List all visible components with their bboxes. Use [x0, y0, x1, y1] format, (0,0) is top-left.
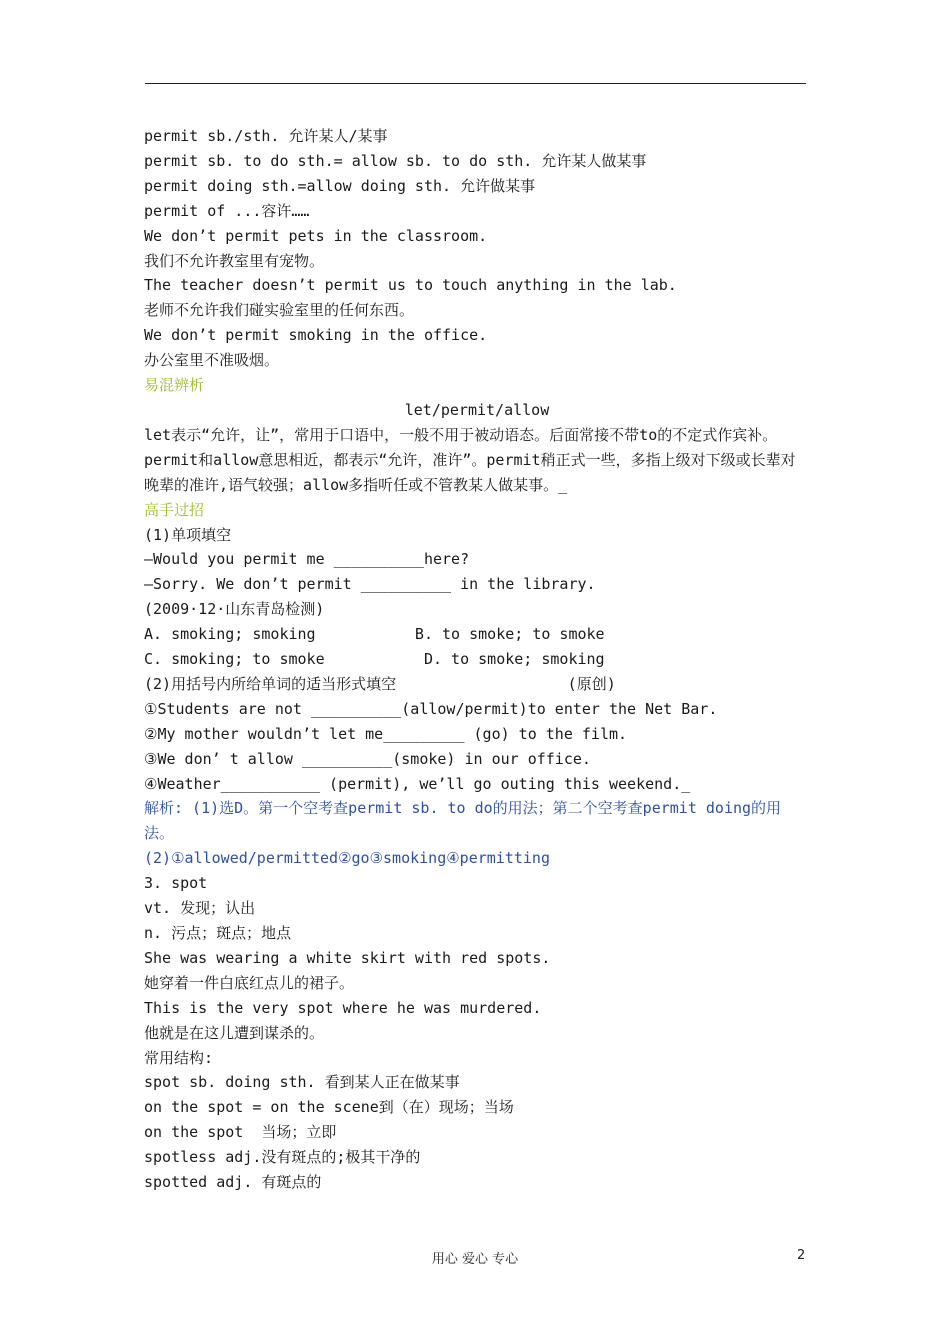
- page-number: 2: [797, 1248, 806, 1263]
- text-line: 我们不允许教室里有宠物。: [144, 251, 325, 270]
- text-line: A. smoking; smoking B. to smoke; to smoke: [144, 625, 605, 644]
- text-line: permit sb. to do sth.= allow sb. to do sth. 允许某人做某事: [144, 151, 647, 170]
- text-line: let表示“允许，让”，常用于口语中，一般不用于被动语态。后面常接不带to的不定式作宾补。: [144, 425, 778, 444]
- text-line: ③We don’ t allow __________(smoke) in our office.: [144, 749, 591, 768]
- text-line: (1)单项填空: [144, 525, 232, 544]
- text-line: 解析: (1)选D。第一个空考查permit sb. to do的用法；第二个空考查permit doing的用法。: [144, 799, 782, 843]
- text-line: (2)①allowed/permitted②go③smoking④permitting: [144, 849, 550, 868]
- text-line: 易混辨析: [144, 376, 205, 395]
- text-line: 办公室里不准吸烟。: [144, 351, 280, 370]
- text-line: spotted adj. 有斑点的: [144, 1173, 322, 1192]
- text-line: This is the very spot where he was murdered.: [144, 998, 542, 1017]
- text-line: let/permit/allow: [404, 400, 550, 419]
- text-line: She was wearing a white skirt with red spots.: [144, 948, 551, 967]
- text-line: (2)用括号内所给单词的适当形式填空 (原创): [144, 674, 616, 693]
- text-line: —Sorry. We don’t permit __________ in the library.: [144, 575, 596, 594]
- page-content: [144, 124, 810, 1195]
- text-line: n. 污点；斑点；地点: [144, 924, 292, 942]
- text-line: We don’t permit smoking in the office.: [144, 326, 488, 345]
- text-line: The teacher doesn’t permit us to touch anything in the lab.: [144, 276, 677, 295]
- text-line: ①Students are not __________(allow/permit)to enter the Net Bar.: [144, 699, 718, 718]
- text-line: on the spot 当场；立即: [144, 1123, 337, 1142]
- text-line: C. smoking; to smoke D. to smoke; smoking: [144, 650, 605, 669]
- text-line: spot sb. doing sth. 看到某人正在做某事: [144, 1073, 460, 1092]
- text-line: (2009·12·山东青岛检测): [144, 600, 325, 619]
- text-line: We don’t permit pets in the classroom.: [144, 226, 488, 245]
- text-line: ④Weather___________ (permit), we’ll go outing this weekend._: [144, 774, 691, 793]
- text-line: vt. 发现；认出: [144, 899, 256, 918]
- text-line: permit和allow意思相近，都表示“允许，准许”。permit稍正式一些，多指上级对下级或长辈对晚辈的准许,语气较强；allow多指听任或不管教某人做某事。_: [144, 450, 796, 494]
- header-rule: [145, 83, 806, 84]
- text-line: on the spot = on the scene到（在）现场；当场: [144, 1098, 514, 1117]
- text-line: 他就是在这儿遭到谋杀的。: [144, 1023, 325, 1042]
- text-line: 常用结构:: [144, 1048, 214, 1067]
- text-line: ②My mother wouldn’t let me_________ (go) to the film.: [144, 724, 628, 743]
- text-line: permit of ...容许……: [144, 201, 310, 220]
- text-line: 她穿着一件白底红点儿的裙子。: [144, 973, 355, 992]
- text-line: 3. spot: [144, 874, 208, 893]
- text-line: 老师不允许我们碰实验室里的任何东西。: [144, 301, 415, 320]
- text-line: permit doing sth.=allow doing sth. 允许做某事: [144, 176, 536, 195]
- page-footer: 用心 爱心 专心: [431, 1252, 519, 1267]
- text-line: spotless adj.没有斑点的;极其干净的: [144, 1148, 421, 1167]
- text-line: —Would you permit me __________here?: [144, 550, 470, 569]
- text-line: 高手过招: [144, 500, 205, 519]
- text-line: permit sb./sth. 允许某人/某事: [144, 127, 388, 145]
